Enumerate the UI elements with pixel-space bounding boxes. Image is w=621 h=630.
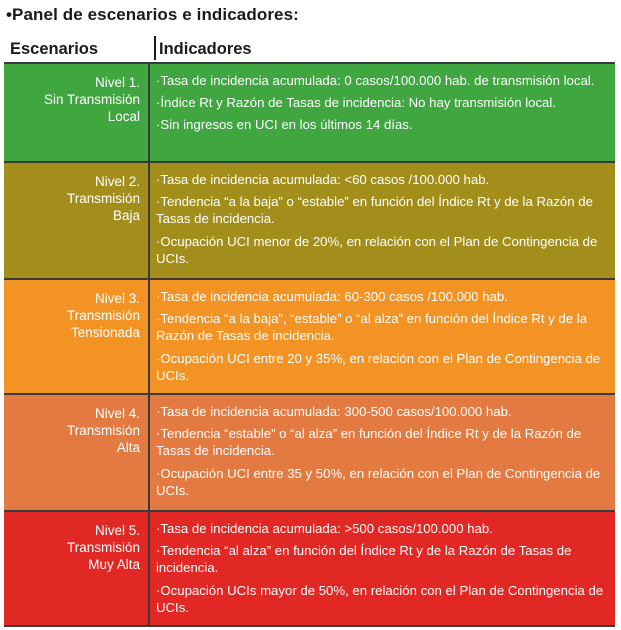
level-desc-line: Baja bbox=[112, 208, 140, 223]
indicator-item: ·Tasa de incidencia acumulada: >500 casos/100.000 hab. bbox=[156, 521, 493, 536]
table-header bbox=[6, 38, 615, 60]
table-row-level-5 bbox=[4, 510, 615, 627]
level-cell bbox=[4, 64, 150, 161]
indicator-item: ·Ocupación UCI entre 20 y 35%, en relación con el Plan de Contingencia de UCIs. bbox=[156, 350, 601, 383]
level-cell bbox=[4, 512, 150, 625]
table-row-level-4 bbox=[4, 393, 615, 510]
scenarios-column-header: Escenarios bbox=[10, 40, 99, 58]
indicators-column-header: Indicadores bbox=[159, 40, 252, 58]
indicator-item: ·Ocupación UCIs mayor de 50%, en relación con el Plan de Contingencia de UCIs. bbox=[156, 582, 604, 615]
indicator-item: ·Tasa de incidencia acumulada: 300-500 casos/100.000 hab. bbox=[156, 404, 512, 419]
level-desc-line: Local bbox=[107, 109, 140, 124]
table-row-level-1 bbox=[4, 62, 615, 161]
table-row-level-3 bbox=[4, 278, 615, 393]
indicators-cell bbox=[150, 512, 615, 625]
indicator-item: ·Ocupación UCI entre 35 y 50%, en relación con el Plan de Contingencia de UCIs. bbox=[156, 465, 601, 498]
indicator-item: ·Tasa de incidencia acumulada: <60 casos /100.000 hab. bbox=[156, 172, 490, 187]
indicators-cell bbox=[150, 64, 615, 161]
level-name: Nivel 3. bbox=[94, 291, 140, 306]
level-desc-line: Tensionada bbox=[70, 325, 140, 340]
indicator-item: ·Índice Rt y Razón de Tasas de incidencia: No hay transmisión local. bbox=[156, 95, 556, 111]
level-name: Nivel 1. bbox=[94, 75, 140, 90]
indicator-item: ·Tendencia “a la baja” o “estable” en función del Índice Rt y de la Razón de Tasas de incidencia. bbox=[156, 194, 593, 227]
indicators-cell bbox=[150, 280, 615, 393]
level-desc-line: Transmisión bbox=[66, 540, 140, 555]
table-row-level-2 bbox=[4, 161, 615, 278]
indicator-item: ·Sin ingresos en UCI en los últimos 14 días. bbox=[156, 117, 413, 133]
header-divider bbox=[154, 36, 156, 60]
level-desc-line: Transmisión bbox=[66, 191, 140, 206]
indicator-item: ·Tasa de incidencia acumulada: 60-300 casos /100.000 hab. bbox=[156, 289, 508, 304]
level-name: Nivel 5. bbox=[94, 523, 140, 538]
page-title: •Panel de escenarios e indicadores: bbox=[6, 5, 299, 24]
indicators-cell bbox=[150, 163, 615, 278]
level-desc-line: Sin Transmisión bbox=[43, 92, 140, 107]
level-cell bbox=[4, 280, 150, 393]
level-name: Nivel 2. bbox=[94, 174, 140, 189]
level-desc-line: Transmisión bbox=[66, 423, 140, 438]
level-name: Nivel 4. bbox=[94, 406, 140, 421]
indicator-item: ·Tendencia “al alza” en función del Índice Rt y de la Razón de Tasas de incidencia. bbox=[156, 543, 572, 576]
level-desc-line: Muy Alta bbox=[88, 557, 140, 572]
level-desc-line: Alta bbox=[116, 440, 140, 455]
scenarios-table bbox=[4, 62, 615, 627]
indicator-item: ·Tendencia “a la baja”, “estable” o “al alza” en función del Índice Rt y de la Razón de Tasas de incidencia. bbox=[156, 311, 588, 344]
indicator-item: ·Ocupación UCI menor de 20%, en relación con el Plan de Contingencia de UCIs. bbox=[156, 233, 598, 266]
indicator-item: ·Tasa de incidencia acumulada: 0 casos/100.000 hab. de transmisión local. bbox=[156, 73, 595, 88]
indicators-cell bbox=[150, 395, 615, 510]
level-desc-line: Transmisión bbox=[66, 308, 140, 323]
indicator-item: ·Tendencia “estable” o “al alza” en función del Índice Rt y de la Razón de Tasas de incidencia. bbox=[156, 426, 582, 459]
level-cell bbox=[4, 163, 150, 278]
level-cell bbox=[4, 395, 150, 510]
